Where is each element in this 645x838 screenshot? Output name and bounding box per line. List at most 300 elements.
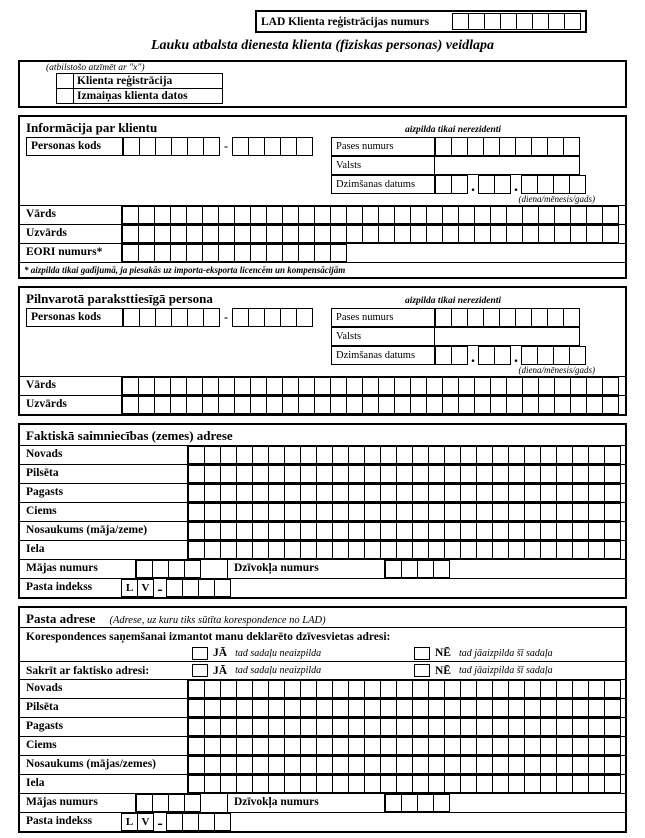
input-cell[interactable] [300, 756, 317, 774]
input-cell[interactable] [385, 560, 402, 578]
input-cell[interactable] [604, 503, 621, 521]
input-cell[interactable] [332, 484, 349, 502]
input-cell[interactable] [346, 225, 363, 243]
input-cell[interactable] [476, 503, 493, 521]
input-cell[interactable] [198, 813, 215, 831]
input-cell[interactable] [410, 396, 427, 414]
input-cell[interactable] [138, 225, 155, 243]
input-cell[interactable] [458, 225, 475, 243]
input-cell[interactable] [296, 137, 313, 156]
input-cell[interactable] [314, 377, 331, 395]
input-cell[interactable] [139, 308, 156, 327]
input-cell[interactable] [252, 522, 269, 540]
input-cell[interactable] [300, 465, 317, 483]
input-cell[interactable] [524, 484, 541, 502]
input-cell[interactable] [570, 377, 587, 395]
input-cell[interactable] [268, 756, 285, 774]
input-cell[interactable] [460, 775, 477, 793]
input-cell[interactable] [540, 775, 557, 793]
input-cell[interactable] [506, 396, 523, 414]
input-cell[interactable] [468, 13, 485, 30]
input-cell[interactable] [364, 465, 381, 483]
input-cell[interactable] [204, 522, 221, 540]
input-cell[interactable] [604, 737, 621, 755]
input-cell[interactable] [364, 522, 381, 540]
input-cell[interactable] [236, 522, 253, 540]
input-cell[interactable] [314, 206, 331, 224]
input-cell[interactable] [524, 756, 541, 774]
input-cell[interactable] [236, 699, 253, 717]
input-cell[interactable] [524, 522, 541, 540]
input-cell[interactable] [300, 699, 317, 717]
input-cell[interactable] [154, 377, 171, 395]
input-cell[interactable] [522, 396, 539, 414]
input-cell[interactable] [268, 775, 285, 793]
input-cell[interactable] [602, 225, 619, 243]
input-cell[interactable] [524, 737, 541, 755]
input-cell[interactable] [444, 541, 461, 559]
input-cell[interactable] [508, 541, 525, 559]
input-cell[interactable] [252, 446, 269, 464]
input-cell[interactable] [362, 396, 379, 414]
input-cell[interactable] [538, 377, 555, 395]
input-cell[interactable] [188, 699, 205, 717]
input-cell[interactable] [572, 718, 589, 736]
input-cell[interactable] [540, 737, 557, 755]
input-cell[interactable] [166, 813, 183, 831]
input-cell[interactable] [154, 225, 171, 243]
checkbox-matches-no[interactable] [414, 664, 430, 677]
input-cell[interactable] [380, 737, 397, 755]
input-cell[interactable] [188, 446, 205, 464]
input-cell[interactable] [138, 244, 155, 262]
input-cell[interactable] [380, 775, 397, 793]
input-cell[interactable] [442, 225, 459, 243]
input-cell[interactable] [220, 446, 237, 464]
input-cell[interactable] [410, 377, 427, 395]
input-cell[interactable] [476, 541, 493, 559]
input-cell[interactable] [300, 446, 317, 464]
input-cell[interactable] [401, 794, 418, 812]
input-cell[interactable] [300, 484, 317, 502]
input-cell[interactable] [412, 503, 429, 521]
checkbox-declared-yes[interactable] [192, 647, 208, 660]
input-cell[interactable] [236, 541, 253, 559]
input-cell[interactable] [412, 775, 429, 793]
input-cell[interactable] [268, 541, 285, 559]
input-cell[interactable] [604, 699, 621, 717]
input-cell[interactable] [264, 308, 281, 327]
input-cell[interactable] [428, 775, 445, 793]
input-cell[interactable] [435, 346, 452, 365]
input-cell[interactable] [266, 396, 283, 414]
input-cell[interactable] [492, 541, 509, 559]
input-cell[interactable] [588, 484, 605, 502]
input-cell[interactable] [428, 541, 445, 559]
input-cell[interactable] [232, 137, 249, 156]
input-cell[interactable] [394, 396, 411, 414]
input-cell[interactable] [508, 699, 525, 717]
input-cell[interactable] [152, 794, 169, 812]
input-cell[interactable] [220, 756, 237, 774]
input-cell[interactable] [380, 484, 397, 502]
input-cell[interactable] [378, 396, 395, 414]
input-cell[interactable] [280, 308, 297, 327]
input-cell[interactable] [316, 718, 333, 736]
input-cell[interactable] [508, 503, 525, 521]
input-cell[interactable] [540, 699, 557, 717]
input-cell[interactable] [268, 465, 285, 483]
input-cell[interactable] [252, 718, 269, 736]
input-cell[interactable] [332, 465, 349, 483]
input-cell[interactable] [412, 465, 429, 483]
input-cell[interactable] [218, 225, 235, 243]
input-cell[interactable] [508, 680, 525, 698]
input-cell[interactable] [364, 503, 381, 521]
input-cell[interactable] [236, 484, 253, 502]
input-cell[interactable] [170, 244, 187, 262]
input-cell[interactable] [556, 503, 573, 521]
input-cell[interactable] [396, 446, 413, 464]
input-cell[interactable] [316, 680, 333, 698]
input-cell[interactable] [182, 813, 199, 831]
input-cell[interactable] [515, 137, 532, 156]
input-cell[interactable] [188, 503, 205, 521]
input-cell[interactable] [521, 346, 538, 365]
input-cell[interactable] [506, 377, 523, 395]
input-cell[interactable] [282, 396, 299, 414]
input-cell[interactable] [204, 775, 221, 793]
input-cell[interactable] [538, 206, 555, 224]
input-cell[interactable] [220, 699, 237, 717]
input-cell[interactable] [268, 680, 285, 698]
input-cell[interactable] [396, 699, 413, 717]
input-cell[interactable] [378, 206, 395, 224]
input-cell[interactable] [171, 308, 188, 327]
input-cell[interactable] [316, 446, 333, 464]
input-cell[interactable] [588, 680, 605, 698]
input-cell[interactable] [604, 541, 621, 559]
input-cell[interactable] [300, 503, 317, 521]
input-cell[interactable] [252, 484, 269, 502]
input-cell[interactable] [186, 206, 203, 224]
input-cell[interactable] [460, 737, 477, 755]
input-cell[interactable] [476, 680, 493, 698]
input-cell[interactable] [364, 775, 381, 793]
input-cell[interactable] [236, 465, 253, 483]
input-cell[interactable] [508, 465, 525, 483]
input-cell[interactable] [556, 718, 573, 736]
input-cell[interactable] [250, 377, 267, 395]
input-cell[interactable] [460, 680, 477, 698]
input-cell[interactable] [412, 756, 429, 774]
input-cell[interactable] [234, 377, 251, 395]
input-cell[interactable] [204, 446, 221, 464]
input-cell[interactable] [362, 377, 379, 395]
input-cell[interactable] [433, 560, 450, 578]
input-cell[interactable] [451, 346, 468, 365]
input-cell[interactable] [564, 13, 581, 30]
input-cell[interactable] [522, 206, 539, 224]
input-cell[interactable] [452, 13, 469, 30]
input-cell[interactable] [220, 503, 237, 521]
input-cell[interactable] [460, 446, 477, 464]
input-cell[interactable] [444, 522, 461, 540]
input-cell[interactable] [444, 484, 461, 502]
input-cell[interactable] [232, 308, 249, 327]
input-cell[interactable] [332, 446, 349, 464]
input-cell[interactable] [378, 377, 395, 395]
input-cell[interactable] [474, 206, 491, 224]
input-cell[interactable] [188, 680, 205, 698]
input-cell[interactable] [476, 775, 493, 793]
input-cell[interactable] [188, 775, 205, 793]
input-cell[interactable] [467, 137, 484, 156]
input-cell[interactable] [537, 175, 554, 194]
input-cell[interactable] [524, 465, 541, 483]
input-cell[interactable] [348, 503, 365, 521]
input-cell[interactable] [394, 225, 411, 243]
input-cell[interactable] [155, 308, 172, 327]
input-cell[interactable] [602, 206, 619, 224]
input-cell[interactable] [396, 756, 413, 774]
input-cell[interactable] [346, 377, 363, 395]
input-cell[interactable] [604, 775, 621, 793]
input-cell[interactable] [492, 465, 509, 483]
input-cell[interactable] [556, 465, 573, 483]
input-cell[interactable] [266, 377, 283, 395]
input-cell[interactable] [521, 175, 538, 194]
input-cell[interactable] [563, 308, 580, 327]
input-cell[interactable] [554, 396, 571, 414]
input-cell[interactable] [380, 699, 397, 717]
input-cell[interactable] [348, 775, 365, 793]
input-cell[interactable] [202, 225, 219, 243]
input-cell[interactable] [380, 718, 397, 736]
input-cell[interactable] [604, 522, 621, 540]
input-cell[interactable] [522, 377, 539, 395]
input-cell[interactable] [282, 377, 299, 395]
input-cell[interactable] [316, 699, 333, 717]
input-cell[interactable] [282, 225, 299, 243]
input-cell[interactable] [478, 346, 495, 365]
input-cell[interactable] [426, 206, 443, 224]
input-cell[interactable] [250, 244, 267, 262]
input-cell[interactable] [364, 446, 381, 464]
input-cell[interactable] [426, 225, 443, 243]
input-cell[interactable] [266, 225, 283, 243]
input-cell[interactable] [186, 244, 203, 262]
input-cell[interactable] [476, 718, 493, 736]
input-cell[interactable] [203, 137, 220, 156]
input-cell[interactable] [460, 465, 477, 483]
input-cell[interactable] [508, 737, 525, 755]
input-cell[interactable] [136, 560, 153, 578]
input-cell[interactable] [348, 541, 365, 559]
input-cell[interactable] [524, 775, 541, 793]
input-cell[interactable] [556, 522, 573, 540]
input-cell[interactable] [428, 737, 445, 755]
input-cell[interactable] [204, 465, 221, 483]
input-cell[interactable] [492, 446, 509, 464]
input-cell[interactable] [300, 680, 317, 698]
input-cell[interactable] [572, 756, 589, 774]
input-cell[interactable] [537, 346, 554, 365]
checkbox-matches-yes[interactable] [192, 664, 208, 677]
checkbox-klienta-registracija[interactable] [57, 74, 74, 89]
input-cell[interactable] [508, 775, 525, 793]
input-cell[interactable] [604, 484, 621, 502]
input-cell[interactable] [123, 137, 140, 156]
input-cell[interactable] [362, 225, 379, 243]
input-cell[interactable] [508, 446, 525, 464]
input-cell[interactable] [442, 377, 459, 395]
input-cell[interactable] [332, 775, 349, 793]
input-cell[interactable] [236, 756, 253, 774]
input-cell[interactable] [569, 175, 586, 194]
input-cell[interactable] [188, 718, 205, 736]
input-cell[interactable] [524, 699, 541, 717]
input-cell[interactable] [220, 775, 237, 793]
input-cell[interactable] [442, 206, 459, 224]
input-cell[interactable] [572, 446, 589, 464]
input-cell[interactable] [204, 503, 221, 521]
input-cell[interactable] [410, 225, 427, 243]
input-cell[interactable] [204, 737, 221, 755]
input-cell[interactable] [460, 756, 477, 774]
input-cell[interactable] [492, 737, 509, 755]
input-cell[interactable] [348, 737, 365, 755]
input-cell[interactable] [532, 13, 549, 30]
input-cell[interactable] [570, 225, 587, 243]
input-cell[interactable] [604, 756, 621, 774]
input-cell[interactable] [426, 377, 443, 395]
input-cell[interactable] [204, 718, 221, 736]
input-cell[interactable] [524, 503, 541, 521]
input-cell[interactable] [540, 503, 557, 521]
input-cell[interactable] [508, 756, 525, 774]
input-cell[interactable] [586, 206, 603, 224]
input-cell[interactable] [570, 396, 587, 414]
input-cell[interactable] [412, 718, 429, 736]
input-cell[interactable] [396, 718, 413, 736]
input-cell[interactable] [460, 718, 477, 736]
input-cell[interactable] [220, 680, 237, 698]
input-cell[interactable] [572, 484, 589, 502]
input-cell[interactable] [572, 541, 589, 559]
input-cell[interactable] [588, 775, 605, 793]
input-cell[interactable] [186, 396, 203, 414]
input-cell[interactable] [444, 699, 461, 717]
input-cell[interactable] [138, 396, 155, 414]
input-cell[interactable] [396, 522, 413, 540]
input-cell[interactable] [348, 756, 365, 774]
input-cell[interactable] [428, 680, 445, 698]
input-cell[interactable] [154, 396, 171, 414]
input-cell[interactable] [218, 377, 235, 395]
input-cell[interactable] [483, 137, 500, 156]
input-cell[interactable] [563, 137, 580, 156]
input-cell[interactable] [168, 794, 185, 812]
input-cell[interactable] [417, 794, 434, 812]
input-cell[interactable] [252, 699, 269, 717]
input-cell[interactable] [554, 377, 571, 395]
input-cell[interactable] [492, 756, 509, 774]
input-cell[interactable] [492, 484, 509, 502]
input-cell[interactable] [540, 484, 557, 502]
input-cell[interactable] [444, 775, 461, 793]
input-cell[interactable] [572, 680, 589, 698]
input-cell[interactable] [171, 137, 188, 156]
input-cell[interactable] [499, 308, 516, 327]
input-cell[interactable] [444, 718, 461, 736]
input-cell[interactable] [316, 737, 333, 755]
input-cell[interactable] [572, 465, 589, 483]
input-cell[interactable] [460, 484, 477, 502]
input-cell[interactable] [234, 396, 251, 414]
input-cell[interactable] [236, 446, 253, 464]
input-cell[interactable] [401, 560, 418, 578]
input-cell[interactable] [538, 225, 555, 243]
input-cell[interactable] [220, 718, 237, 736]
input-cell[interactable] [428, 756, 445, 774]
input-cell[interactable] [296, 308, 313, 327]
input-cell[interactable] [444, 503, 461, 521]
input-cell[interactable] [435, 175, 452, 194]
input-cell[interactable] [188, 484, 205, 502]
input-cell[interactable] [394, 377, 411, 395]
input-cell[interactable] [460, 699, 477, 717]
input-cell[interactable] [138, 206, 155, 224]
input-cell[interactable] [300, 775, 317, 793]
input-cell[interactable] [284, 718, 301, 736]
input-cell[interactable] [136, 794, 153, 812]
input-cell[interactable] [428, 484, 445, 502]
input-cell[interactable] [522, 225, 539, 243]
input-cell[interactable] [300, 718, 317, 736]
input-cell[interactable] [346, 206, 363, 224]
input-cell[interactable] [506, 206, 523, 224]
input-cell[interactable] [348, 522, 365, 540]
input-cell[interactable] [556, 737, 573, 755]
input-cell[interactable] [524, 541, 541, 559]
input-cell[interactable] [385, 794, 402, 812]
input-cell[interactable] [332, 737, 349, 755]
input-cell[interactable] [348, 484, 365, 502]
input-cell[interactable] [268, 446, 285, 464]
input-cell[interactable] [316, 756, 333, 774]
input-cell[interactable] [428, 465, 445, 483]
input-cell[interactable] [186, 377, 203, 395]
input-cell[interactable] [236, 680, 253, 698]
input-cell[interactable] [234, 244, 251, 262]
input-cell[interactable] [187, 308, 204, 327]
input-cell[interactable] [348, 718, 365, 736]
input-cell[interactable] [316, 775, 333, 793]
input-cell[interactable] [490, 396, 507, 414]
input-cell[interactable] [494, 175, 511, 194]
input-cell[interactable] [330, 244, 347, 262]
input-cell[interactable] [314, 244, 331, 262]
input-cell[interactable] [451, 137, 468, 156]
input-cell[interactable] [218, 244, 235, 262]
input-cell[interactable] [474, 396, 491, 414]
input-cell[interactable] [540, 446, 557, 464]
input-cell[interactable] [435, 308, 452, 327]
input-cell[interactable] [604, 680, 621, 698]
input-cell[interactable] [396, 541, 413, 559]
input-cell[interactable] [515, 308, 532, 327]
